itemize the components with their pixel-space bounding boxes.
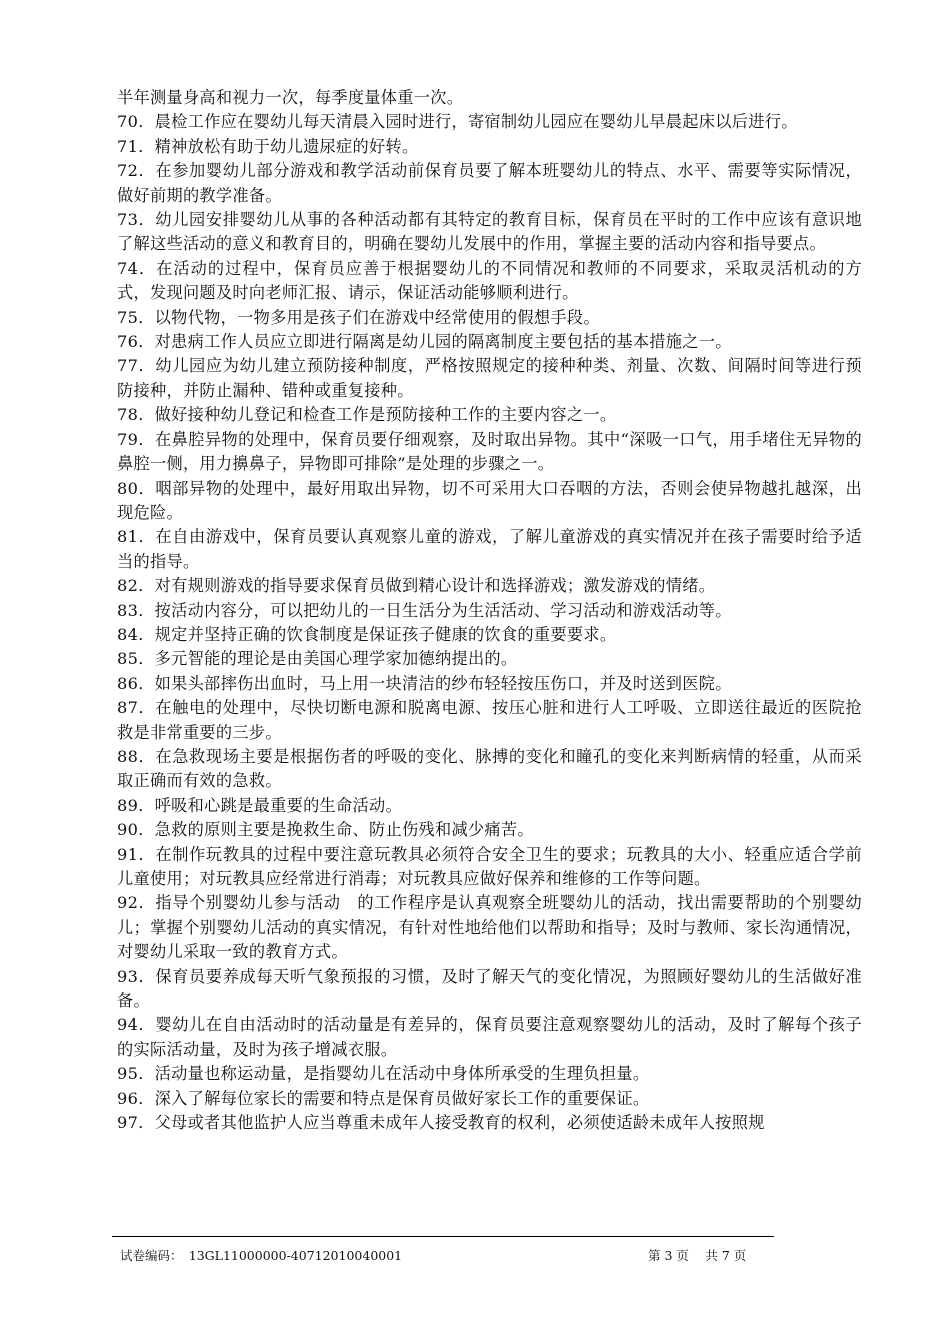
paragraph: 90．急救的原则主要是挽救生命、防止伤残和减少痛苦。	[117, 820, 534, 840]
paragraph: 93．保育员要养成每天听气象预报的习惯，及时了解天气的变化情况，为照顾好婴幼儿的生活做好准备。	[117, 966, 862, 1011]
exam-code: 试卷编码： 13GL11000000-40712010040001	[120, 1248, 403, 1263]
paragraph: 80．咽部异物的处理中，最好用取出异物，切不可采用大口吞咽的方法，否则会使异物越扎越深，出现危险。	[117, 478, 862, 522]
paragraph: 88．在急救现场主要是根据伤者的呼吸的变化、脉搏的变化和瞳孔的变化来判断病情的轻重，从而采取正确而有效的急救。	[117, 746, 862, 791]
paragraph: 86．如果头部摔伤出血时，马上用一块清洁的纱布轻轻按压伤口，并及时送到医院。	[117, 673, 732, 693]
paragraph: 91．在制作玩教具的过程中要注意玩教具必须符合安全卫生的要求；玩教具的大小、轻重应适合学前儿童使用；对玩教具应经常进行消毒；对玩教具应做好保养和维修的工作等问题。	[117, 844, 862, 888]
paragraph: 77．幼儿园应为幼儿建立预防接种制度，严格按照规定的接种种类、剂量、次数、间隔时间等进行预防接种，并防止漏种、错种或重复接种。	[117, 356, 862, 400]
document-body	[117, 86, 862, 1135]
paragraph: 70．晨检工作应在婴幼儿每天清晨入园时进行，寄宿制幼儿园应在婴幼儿早晨起床以后进行。	[117, 112, 798, 132]
paragraph: 75．以物代物，一物多用是孩子们在游戏中经常使用的假想手段。	[117, 307, 600, 327]
paragraph: 84．规定并坚持正确的饮食制度是保证孩子健康的饮食的重要要求。	[117, 624, 617, 644]
paragraph: 71．精神放松有助于幼儿遗尿症的好转。	[117, 136, 419, 156]
paragraph: 78．做好接种幼儿登记和检查工作是预防接种工作的主要内容之一。	[117, 405, 617, 425]
paragraph: 73．幼儿园安排婴幼儿从事的各种活动都有其特定的教育目标，保育员在平时的工作中应该有意识地了解这些活动的意义和教育目的，明确在婴幼儿发展中的作用，掌握主要的活动内容和指导要点。	[117, 210, 862, 254]
page-number: 第 3 页 共 7 页	[648, 1248, 747, 1263]
paragraph: 74．在活动的过程中，保育员应善于根据婴幼儿的不同情况和教师的不同要求，采取灵活机动的方式，发现问题及时向老师汇报、请示，保证活动能够顺利进行。	[117, 258, 862, 303]
paragraph: 79．在鼻腔异物的处理中，保育员要仔细观察，及时取出异物。其中“深吸一口气，用手堵住无异物的鼻腔一侧，用力擤鼻子，异物即可排除”是处理的步骤之一。	[117, 429, 862, 474]
paragraph: 95．活动量也称运动量，是指婴幼儿在活动中身体所承受的生理负担量。	[117, 1064, 650, 1084]
paragraph: 81．在自由游戏中，保育员要认真观察儿童的游戏，了解儿童游戏的真实情况并在孩子需要时给予适当的指导。	[117, 527, 862, 571]
paragraph: 76．对患病工作人员应立即进行隔离是幼儿园的隔离制度主要包括的基本措施之一。	[117, 332, 732, 352]
paragraph: 89．呼吸和心跳是最重要的生命活动。	[117, 795, 402, 815]
paragraph: 85．多元智能的理论是由美国心理学家加德纳提出的。	[117, 649, 518, 669]
paragraph: 半年测量身高和视力一次，每季度量体重一次。	[117, 88, 464, 107]
paragraph: 82．对有规则游戏的指导要求保育员做到精心设计和选择游戏；激发游戏的情绪。	[117, 576, 716, 596]
footer-divider	[112, 1236, 774, 1237]
paragraph: 87．在触电的处理中，尽快切断电源和脱离电源、按压心脏和进行人工呼吸、立即送往最近的医院抢救是非常重要的三步。	[117, 698, 862, 742]
paragraph: 94．婴幼儿在自由活动时的活动量是有差异的，保育员要注意观察婴幼儿的活动，及时了解每个孩子的实际活动量，及时为孩子增减衣服。	[117, 1015, 862, 1059]
paragraph: 92．指导个别婴幼儿参与活动 的工作程序是认真观察全班婴幼儿的活动，找出需要帮助的个别婴幼儿；掌握个别婴幼儿活动的真实情况，有针对性地给他们以帮助和指导；及时与教师、家长沟通情况，对婴幼儿采取一致的教育方式。	[117, 893, 862, 962]
paragraph: 72．在参加婴幼儿部分游戏和教学活动前保育员要了解本班婴幼儿的特点、水平、需要等实际情况，做好前期的教学准备。	[117, 161, 862, 205]
paragraph: 96．深入了解每位家长的需要和特点是保育员做好家长工作的重要保证。	[117, 1088, 650, 1108]
paragraph: 97．父母或者其他监护人应当尊重未成年人接受教育的权利，必须使适龄未成年人按照规	[117, 1113, 765, 1133]
paragraph: 83．按活动内容分，可以把幼儿的一日生活分为生活活动、学习活动和游戏活动等。	[117, 600, 732, 620]
